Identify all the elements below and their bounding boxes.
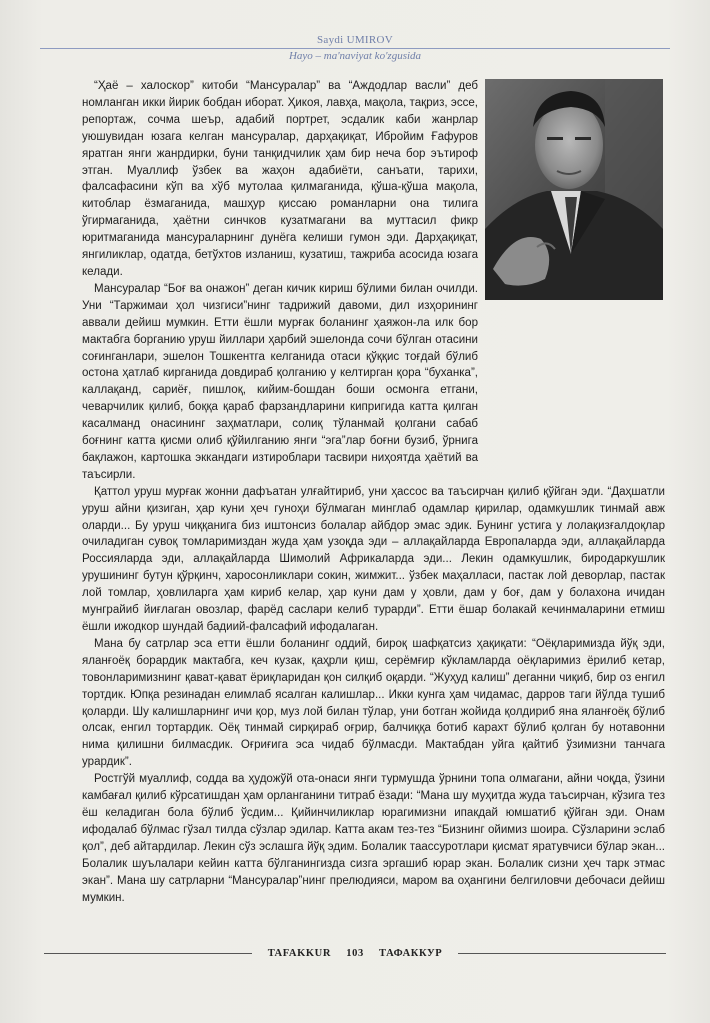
header-series: Hayo – ma'naviyat ko'zgusida [288,50,422,62]
paragraph-1: “Ҳаё – халоскор” китоби “Мансуралар” ва “Аждодлар васли” деб номланган икки йирик бобдан иборат. Ҳикоя, лавҳа, мақола, тақриз, эссе, репортаж, сочма шеър, адабий портрет, эсдалик каби жанрлар уюшувидан юзага келган мансуралар, дарҳақиқат, Ибройим Ғафуров яратган янги жанрдирки, буни танқидчилик ҳам бир неча бор эътироф этган. Муаллиф ўзбек ва жаҳон адабиёти, санъати, тарихи, фалсафасини кўп ва хўб мутолаа қилмаганида, қўша-қўша мақола, китоблар ёзмаганида, машҳур қиссаю романларни она тилига ўгирмаганида, ҳаётни синчков кузатмагани ва муттасил фикр юритмаганида мансураларнинг дунёга келиши гумон эди. Дарҳақиқат, янгиликлар, одатда, бетўхтов изланиш, кузатиш, тажриба асосида юзага келади. [82,80,478,278]
paragraph-3: Қаттол уруш мурғак жонни дафъатан улғайтириб, уни ҳассос ва таъсирчан қилиб қўйган эди. “Даҳшатли уруш айни қизиган, ҳар куни ҳеч гуноҳи бўлмаган минглаб одамлар қирилар, одамкушлик тинмай авж оларди... Бу уруш чиққанига биз иштонсиз болалар айбдор эмас эдик. Бунинг устига у лолақизғалдоқлар очиладиган сувоқ томларимиздан жуда ҳам узоқда эди – аллақайларда Европаларда эди, аллақайларда Россияларда эди, аллақайларда Шимолий Африкаларда эди... Лекин одамкушлик, бирoдаркушлик урушининг бутун қўрқинч, харосонликлари сокин, жимжит... ўзбек маҳалласи, пастак лой деворлар, пастак лой томлар, ҳовлиларга ҳам кириб келар, ҳар куни дам у ҳовли, дам у боғ, дам у болахона ичидан мунграйиб йиғлаган овозлар, фарёд саслари келиб турарди”. Етти ёшар болакай кечинмаларини етмиш ёшли ижодкор шундай бадиий-фалсафий ифодалаган. [82,485,665,633]
footer-title-latin: TAFAKKUR [267,947,332,959]
article-body [82,78,665,906]
running-header [40,34,670,63]
text-beside-photo [82,78,478,281]
footer-rule-left [44,953,252,954]
header-author: Saydi UMIROV [316,34,394,46]
header-rule [40,48,670,49]
paragraph-4: Мана бу сатрлар эса етти ёшли боланинг оддий, бироқ шафқатсиз ҳақиқати: “Оёқларимизда йўқ эди, яланғоёқ борардик мактабга, кеч кузак, қаҳрли қиш, серёмғир кўкламларда оёқларимиз ёрилиб кетар, товонларимизнинг қават-қават ёриқларидан қон силқиб оқарди. “Жуҳуд калиш” деганни чиқиб, бир оз енгил тортдик. Юпқа резинадан елимлаб ясалган калишлар... Икки кунга ҳам чидамас, дарров таги йўлда тушиб қоларди. Шу калишларнинг ичи қор, муз лой билан тўлар, уни ботган жойида қолдириб яна яланғоёқ бўлиб олсак, енгил тортардик. Оёқ тинмай сирқираб оғрир, балчиққа ботиб карахт бўлиб қолган бу нотавонни нима қилишни билмасдик. Оғриғига эса чидаб бўлмасди. Мактабдан уйга қайтиб ўзимизни танчага урардик”. [82,637,665,769]
paragraph-2: Мансуралар “Боғ ва онажон” деган кичик кириш бўлими билан очилди. Уни “Таржимаи ҳол чизгиси”нинг тадрижий давоми, дил изҳорининг аввали дейиш мумкин. Етти ёшли мурғак боланинг ҳаяжон-ла илк бор мактабга борганию уруш йиллари ҳарбий эшелонда сочи бўлган отасини соғинганлари, эшелон Тошкентга келганида отаси қўққис тоғдай бўлиб остона ҳатлаб кирганида довдираб қолганию у келтирган қора “буханка”, каллақанд, сариёғ, пишлоқ, кийим-бошдан боши осмонга етгани, чеварчилик қилиб, боққа қараб фарзандларини кипригида катта қилган касалманд онасининг заҳматлари, солиқ тўланмай қолгани сабаб боғнинг катта қисми олиб қўйилганию янги “эга”лар боғни бузиб, ўрнига бақлажон, картошка эккандаги изтироблари тасвири ниҳоятда ҳаётий ва таъсирли. [82,282,478,481]
page-number: 103 [346,947,364,959]
footer-rule-right [458,953,666,954]
footer-title-cyrillic: ТАФАККУР [379,947,443,959]
running-footer [44,946,666,960]
footer-label [252,948,459,959]
paragraph-5: Ростгўй муаллиф, содда ва ҳудожўй ота-онаси янги турмушда ўрнини топа олмагани, айни чоқда, ўзини камбағал қилиб кўрсатишдан ҳам орланганини титраб ёзади: “Мана шу муҳитда жуда таъсирчан, кўзига тез ёш келадиган бола бўлиб ўсдим... Қийинчиликлар юрагимизни ипакдай юмшатиб қўйган эди. Онам ифодалаб бўлмас гўзал тилда сўзлар эдилар. Катта акам тез-тез “Бизнинг ойимиз шоира. Сўзларини эслаб қол”, деб айтардилар. Лекин сўз эслашга йўқ эдим. Болалик таассуротлари қисмат яратувчиси бўлар экан... Болалик шуълалари кейин катта бўлганингизда сизга эргашиб юрар экан. Болалик сизни ҳеч тарк этмас экан”. Мана шу сатрларни “Мансуралар”нинг прелюдияси, маром ва оҳангини белгиловчи дебочаси дейиш мумкин. [82,773,665,904]
